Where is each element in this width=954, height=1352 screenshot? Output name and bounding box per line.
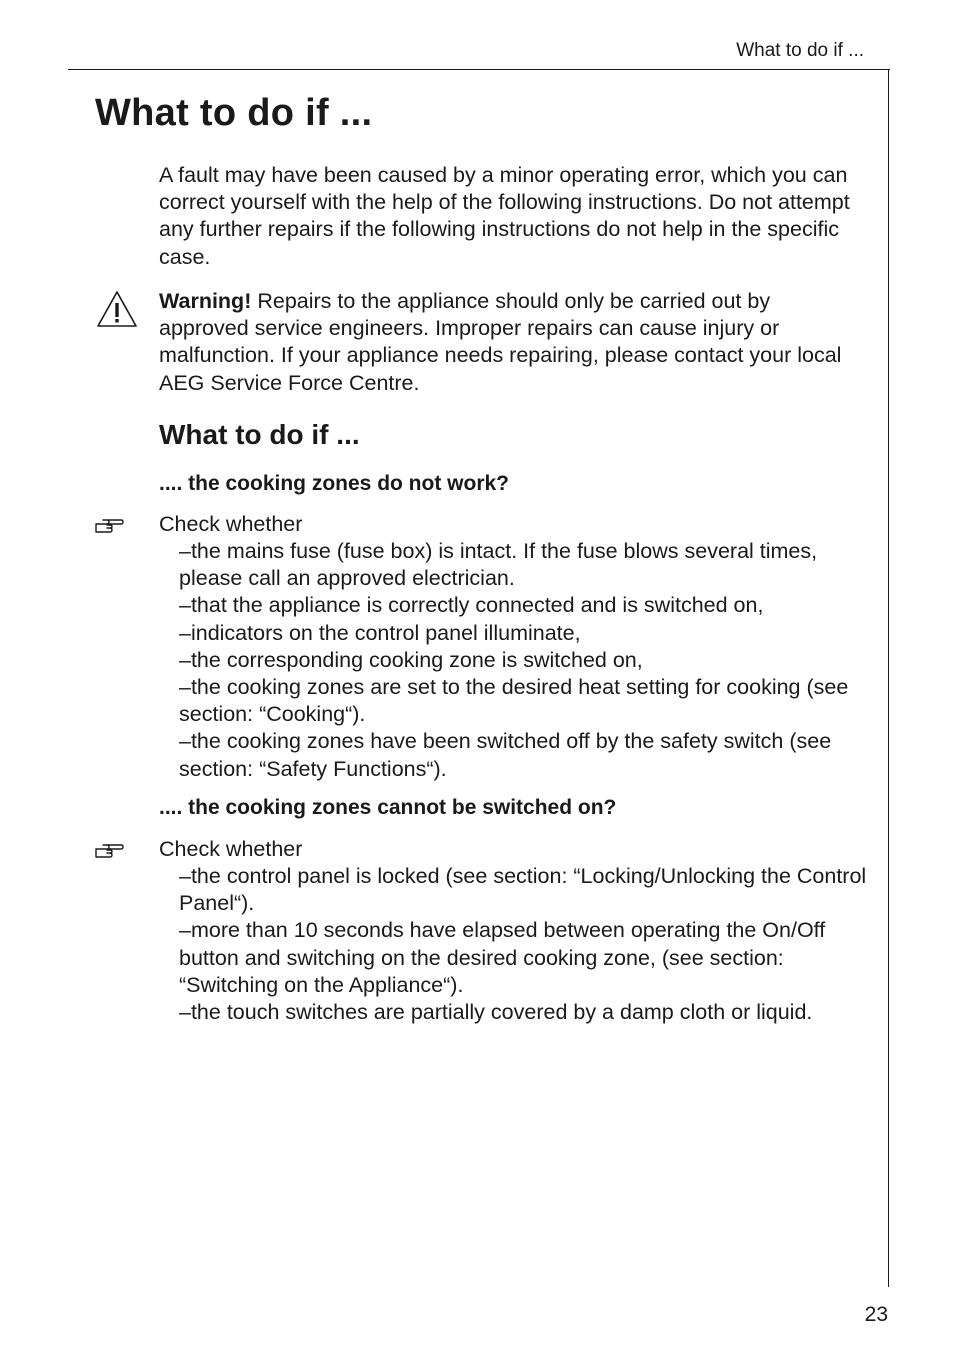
list-item: –the cooking zones are set to the desired heat setting for cooking (see section: “Cooking“). (179, 675, 849, 727)
warning-triangle-icon (96, 290, 138, 328)
question-heading: .... the cooking zones cannot be switched on? (159, 796, 617, 819)
warning-paragraph (159, 288, 864, 397)
list-item: –indicators on the control panel illuminate, (179, 620, 581, 645)
warning-label: Warning! (159, 289, 252, 313)
warning-text: Repairs to the appliance should only be carried out by approved service engineers. Improper repairs can cause injury or malfunction. If your appliance needs repairing, please contact your local AEG Service Force Centre. (159, 289, 842, 395)
header-rule (68, 69, 890, 70)
list-item: –the mains fuse (fuse box) is intact. If the fuse blows several times, please call an approved electrician. (179, 539, 818, 591)
check-list (179, 863, 869, 1026)
check-whether-label: Check whether (159, 837, 303, 861)
list-item: –the control panel is locked (see section: “Locking/Unlocking the Control Panel“). (179, 864, 867, 916)
check-list (179, 538, 869, 783)
margin-rule (888, 69, 889, 1287)
check-whether-label: Check whether (159, 512, 303, 536)
page-number: 23 (864, 1303, 888, 1326)
question-heading: .... the cooking zones do not work? (159, 472, 510, 495)
list-item: –the corresponding cooking zone is switched on, (179, 647, 643, 672)
list-item: –the touch switches are partially covered by a damp cloth or liquid. (179, 1000, 813, 1025)
pointing-hand-icon (94, 841, 124, 861)
running-header: What to do if ... (736, 40, 864, 61)
pointing-hand-icon (94, 516, 124, 536)
list-item: –that the appliance is correctly connected and is switched on, (179, 593, 764, 618)
page-title: What to do if ... (95, 92, 373, 134)
list-item: –more than 10 seconds have elapsed between operating the On/Off button and switching on the desired cooking zone, (see section: “Switching on the Appliance“). (179, 918, 826, 997)
section-title: What to do if ... (159, 419, 360, 450)
intro-paragraph: A fault may have been caused by a minor operating error, which you can correct yourself with the help of the following instructions. Do not attempt any further repairs if the following instructions do not help in the specific case. (159, 163, 850, 269)
list-item: –the cooking zones have been switched off by the safety switch (see section: “Safety Functions“). (179, 729, 832, 781)
